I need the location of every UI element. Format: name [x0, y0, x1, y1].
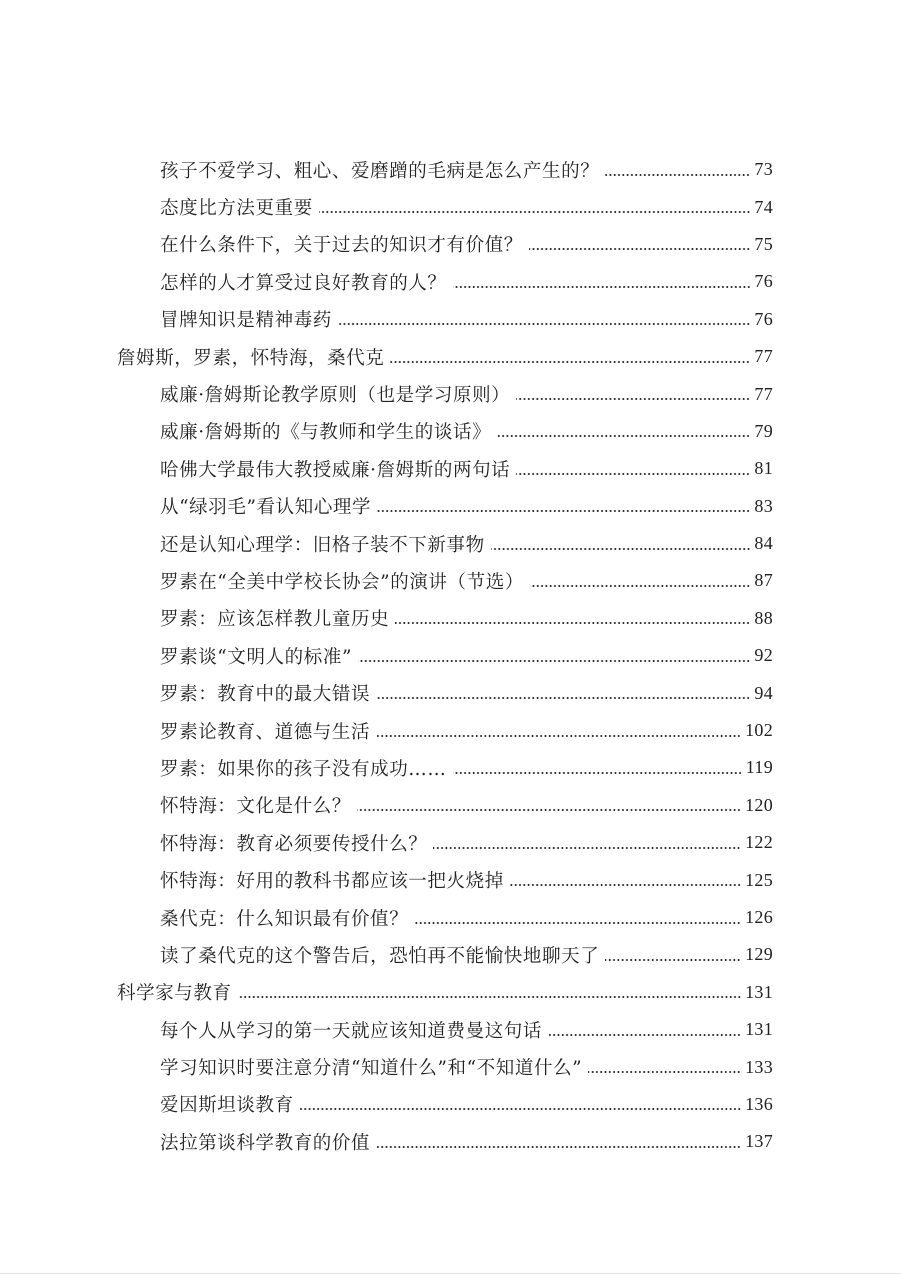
toc-entry-title: 态度比方法更重要 [160, 198, 313, 220]
toc-entry-title: 哈佛大学最伟大教授威廉·詹姆斯的两句话 [160, 459, 511, 481]
toc-page-number: 84 [754, 533, 773, 554]
toc-dot-leader [300, 1107, 741, 1111]
toc-entry-title: 孩子不爱学习、粗心、爱磨蹭的毛病是怎么产生的？ [160, 160, 600, 182]
toc-entry-title: 罗素：应该怎样教儿童历史 [160, 609, 390, 631]
toc-entry-title: 爱因斯坦谈教育 [160, 1095, 294, 1117]
toc-page-number: 76 [754, 308, 773, 329]
toc-page-number: 131 [745, 981, 773, 1002]
toc-chapter-entry[interactable] [0, 338, 901, 375]
toc-section-entry[interactable] [0, 375, 901, 412]
toc-page-number: 81 [754, 458, 773, 479]
toc-entry-title: 还是认知心理学：旧格子装不下新事物 [160, 534, 485, 556]
toc-section-entry[interactable] [0, 674, 901, 711]
toc-section-entry[interactable] [0, 787, 901, 824]
table-of-contents [0, 151, 901, 1161]
toc-page-number: 136 [745, 1093, 773, 1114]
toc-dot-leader [605, 958, 741, 962]
toc-entry-title: 从“绿羽毛”看认知心理学 [160, 497, 372, 519]
toc-section-entry[interactable] [0, 263, 901, 300]
toc-entry-title: 罗素谈“文明人的标准” [160, 646, 353, 668]
toc-entry-title: 每个人从学习的第一天就应该知道费曼这句话 [160, 1020, 543, 1042]
toc-dot-leader [376, 1145, 741, 1149]
toc-page-number: 137 [745, 1131, 773, 1152]
toc-dot-leader [377, 509, 750, 513]
toc-page-number: 133 [745, 1056, 773, 1077]
toc-section-entry[interactable] [0, 301, 901, 338]
toc-dot-leader [357, 808, 741, 812]
toc-dot-leader [491, 547, 751, 551]
toc-page-number: 125 [745, 869, 773, 890]
toc-dot-leader [516, 472, 750, 476]
toc-entry-title: 怎样的人才算受过良好教育的人？ [160, 272, 447, 294]
toc-dot-leader [605, 173, 750, 177]
toc-entry-title: 威廉·詹姆斯论教学原则（也是学习原则） [160, 385, 511, 407]
toc-entry-title: 詹姆斯，罗素，怀特海，桑代克 [117, 347, 385, 369]
toc-page-number: 77 [754, 383, 773, 404]
toc-section-entry[interactable] [0, 1011, 901, 1048]
toc-page-number: 92 [754, 645, 773, 666]
toc-section-entry[interactable] [0, 712, 901, 749]
toc-dot-leader [338, 322, 750, 326]
toc-dot-leader [319, 210, 751, 214]
page-bottom-edge [0, 1273, 901, 1274]
toc-entry-title: 在什么条件下，关于过去的知识才有价值？ [160, 235, 523, 257]
toc-dot-leader [530, 584, 750, 588]
toc-page-number: 102 [745, 720, 773, 741]
toc-page-number: 73 [754, 159, 773, 180]
toc-dot-leader [588, 1070, 741, 1074]
toc-page-number: 76 [754, 271, 773, 292]
toc-dot-leader [453, 285, 751, 289]
toc-section-entry[interactable] [0, 188, 901, 225]
toc-dot-leader [395, 621, 750, 625]
toc-section-entry[interactable] [0, 1123, 901, 1160]
toc-dot-leader [510, 883, 741, 887]
toc-entry-title: 怀特海：文化是什么？ [160, 796, 352, 818]
toc-entry-title: 罗素：教育中的最大错误 [160, 684, 371, 706]
toc-entry-title: 罗素：如果你的孩子没有成功…… [160, 758, 447, 780]
toc-page-number: 77 [754, 346, 773, 367]
toc-page-number: 122 [745, 832, 773, 853]
toc-page-number: 94 [754, 682, 773, 703]
toc-page-number: 74 [754, 196, 773, 217]
toc-section-entry[interactable] [0, 936, 901, 973]
toc-entry-title: 法拉第谈科学教育的价值 [160, 1132, 371, 1154]
toc-section-entry[interactable] [0, 226, 901, 263]
toc-section-entry[interactable] [0, 1086, 901, 1123]
toc-section-entry[interactable] [0, 488, 901, 525]
toc-page-number: 119 [745, 757, 773, 778]
toc-entry-title: 冒牌知识是精神毒药 [160, 310, 332, 332]
toc-page-number: 120 [745, 794, 773, 815]
toc-dot-leader [548, 1033, 741, 1037]
toc-dot-leader [433, 846, 741, 850]
toc-entry-title: 科学家与教育 [117, 983, 232, 1005]
toc-section-entry[interactable] [0, 600, 901, 637]
toc-section-entry[interactable] [0, 1048, 901, 1085]
toc-entry-title: 学习知识时要注意分清“知道什么”和“不知道什么” [160, 1058, 583, 1080]
toc-page-number: 83 [754, 495, 773, 516]
toc-page-number: 75 [754, 233, 773, 254]
toc-section-entry[interactable] [0, 899, 901, 936]
toc-section-entry[interactable] [0, 637, 901, 674]
toc-dot-leader [358, 659, 750, 663]
toc-section-entry[interactable] [0, 562, 901, 599]
toc-section-entry[interactable] [0, 861, 901, 898]
toc-section-entry[interactable] [0, 525, 901, 562]
toc-section-entry[interactable] [0, 749, 901, 786]
toc-dot-leader [529, 247, 750, 251]
toc-section-entry[interactable] [0, 450, 901, 487]
toc-entry-title: 罗素论教育、道德与生活 [160, 721, 371, 743]
toc-dot-leader [376, 734, 741, 738]
toc-page-number: 131 [745, 1019, 773, 1040]
toc-dot-leader [453, 771, 742, 775]
toc-entry-title: 读了桑代克的这个警告后，恐怕再不能愉快地聊天了 [160, 945, 600, 967]
toc-entry-title: 罗素在“全美中学校长协会”的演讲（节选） [160, 571, 524, 593]
toc-section-entry[interactable] [0, 413, 901, 450]
toc-page-number: 79 [754, 420, 773, 441]
toc-entry-title: 怀特海：好用的教科书都应该一把火烧掉 [160, 871, 504, 893]
toc-dot-leader [238, 995, 741, 999]
toc-page-number: 126 [745, 907, 773, 927]
toc-entry-title: 桑代克：什么知识最有价值？ [160, 908, 409, 930]
toc-dot-leader [414, 921, 741, 925]
toc-page-number: 88 [754, 607, 773, 628]
toc-chapter-entry[interactable] [0, 974, 901, 1011]
toc-dot-leader [390, 360, 750, 364]
toc-dot-leader [376, 696, 750, 700]
toc-entry-title: 怀特海：教育必须要传授什么？ [160, 833, 428, 855]
toc-page-number: 129 [745, 944, 773, 965]
toc-section-entry[interactable] [0, 824, 901, 861]
toc-dot-leader [516, 397, 750, 401]
toc-entry-title: 威廉·詹姆斯的《与教师和学生的谈话》 [160, 422, 492, 444]
toc-dot-leader [497, 434, 750, 438]
toc-section-entry[interactable] [0, 151, 901, 188]
toc-page-number: 87 [754, 570, 773, 591]
